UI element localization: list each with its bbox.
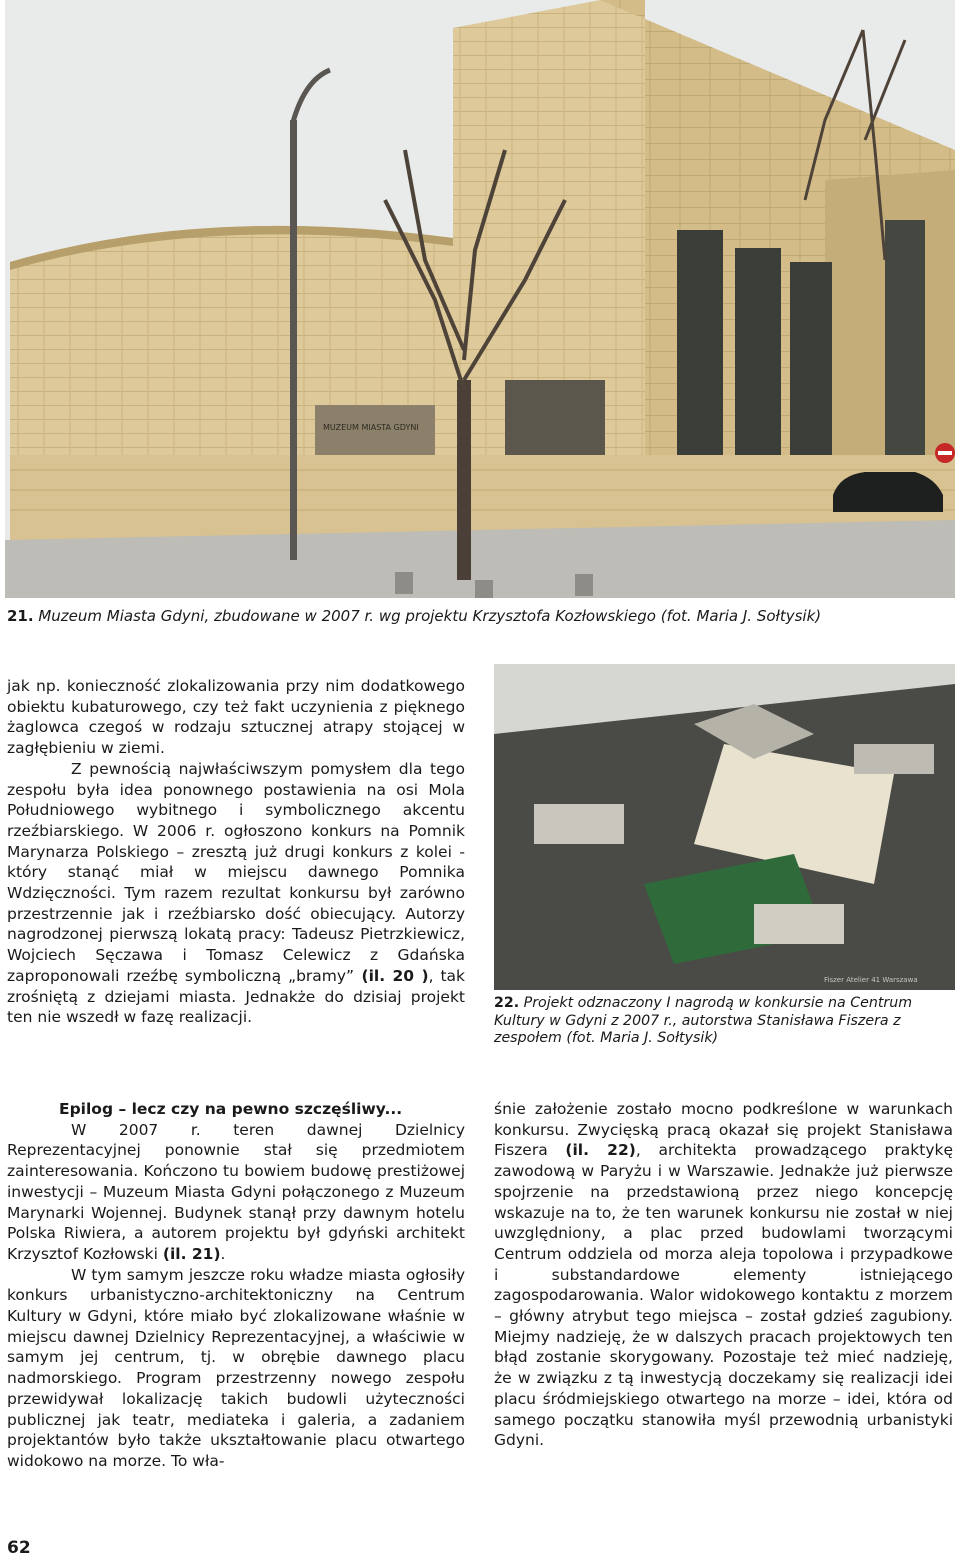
right-column <box>494 1099 953 1451</box>
paragraph <box>494 1099 953 1451</box>
museum-photo <box>5 0 955 598</box>
section-heading: Epilog – lecz czy na pewno szczęśliwy... <box>59 1100 403 1118</box>
paragraph-text: Z pewnością najwłaściwszym pomysłem dla tego zespołu była idea ponownego postawienia na osi Mola Południowego wybitnego i symbolicznego akcentu rzeźbiarskiego. W 2006 r. ogłoszono konkurs na Pomnik Marynarza Polskiego – zresztą już drugi konkurs z kolei - który stanąć miał w miejscu dawnego Pomnika Wdzięczności. Tym razem rezultat konkursu był zarówno przestrzennie jak i rzeźbiarsko dość obiecujący. Autorzy nagrodzonej pierwszą lokatą pracy: Tadeusz Pietrzkiewicz, Wojciech Sęczawa i Tomasz Celewicz z Gdańska zaproponowali rzeźbę symboliczną „bramy” <box>7 759 465 985</box>
figure-21-caption-text: Muzeum Miasta Gdyni, zbudowane w 2007 r. wg projektu Krzysztofa Kozłowskiego (fot. Maria J. Sołtysik) <box>33 607 822 625</box>
figure-reference: (il. 20 ) <box>354 966 429 985</box>
paragraph-text: . <box>220 1244 226 1263</box>
paragraph: W tym samym jeszcze roku władze miasta ogłosiły konkurs urbanistyczno-architektoniczny na Centrum Kultury w Gdyni, które miało być zlokalizowane właśnie w miejscu dawnej Dzielnicy Reprezentacyjnej, a właściwie w samym jej centrum, tj. w obrębie dawnego placu nadmorskiego. Program przestrzenny nowego zespołu przewidywał lokalizację takich budowli użyteczności publicznej jak teatr, mediateka i galeria, a zadaniem projektantów było także ukształtowanie placu otwartego widokowo na morze. To wła- <box>7 1265 465 1470</box>
paragraph <box>7 1120 465 1265</box>
paragraph: jak np. konieczność zlokalizowania przy nim dodatkowego obiektu kubaturowego, czy też fakt uczynienia z pięknego żaglowca czegoś w rodzaju sztucznej atrapy stojącej w zagłębieniu w ziemi. <box>7 677 465 758</box>
culture-centre-render-illustration <box>494 664 955 990</box>
paragraph <box>7 759 465 1028</box>
paragraph-text: , tak zrośniętą z dziejami miasta. Jednakże do dzisiaj projekt ten nie wszedł w fazę realizacji. <box>7 966 465 1027</box>
paragraph-text: W 2007 r. teren dawnej Dzielnicy Reprezentacyjnej ponownie stał się przedmiotem zainteresowania. Kończono tu bowiem budowę prestiżowej inwestycji – Muzeum Miasta Gdyni połączonego z Muzeum Marynarki Wojennej. Budynek stanął przy dawnym hotelu Polska Riwiera, a autorem projektu był gdyński architekt Krzysztof Kozłowski <box>7 1120 465 1263</box>
figure-22-caption <box>494 995 954 1048</box>
page-number: 62 <box>7 1538 31 1558</box>
figure-reference: (il. 22) <box>565 1141 636 1160</box>
figure-22-caption-text: Projekt odznaczony I nagrodą w konkursie na Centrum Kultury w Gdyni z 2007 r., autorstwa Stanisława Fiszera z zespołem (fot. Maria J. Sołtysik) <box>494 995 913 1046</box>
figure-21-caption <box>7 607 821 625</box>
culture-centre-render <box>494 664 955 990</box>
render-credit: Fiszer Atelier 41 Warszawa <box>824 976 918 984</box>
paragraph-text: , architekta prowadzącego praktykę zawodową w Paryżu i w Warszawie. Jednakże już pierwsze spojrzenie na przedstawioną przez niego koncepcję wskazuje na to, że ten warunek konkursu nie został w niej uwzględniony, a plac przed budowlami tworzącymi Centrum oddziela od morza aleja topolowa i przypadkowe i substandardowe elementy istniejącego zagospodarowania. Walor widokowego kontaktu z morzem – główny atrybut tego miejsca – został gdzieś zagubiony. Miejmy nadzieję, że w dalszych pracach projektowych ten błąd zostanie skorygowany. Pozostaje też mieć nadzieję, że w związku z tą inwestycją doczekamy się realizacji idei placu śródmiejskiego otwartego na morze – idei, która od samego początku stanowiła myśl przewodnią urbanistyki Gdyni. <box>494 1141 954 1450</box>
figure-21-number: 21. <box>7 607 34 625</box>
left-column-top <box>7 676 465 1028</box>
museum-building-illustration <box>5 0 955 598</box>
figure-reference: (il. 21) <box>162 1244 221 1263</box>
figure-22-number: 22. <box>494 995 520 1011</box>
museum-sign-text: MUZEUM MIASTA GDYNI <box>323 423 419 432</box>
left-column-bottom <box>7 1099 465 1472</box>
paragraph-text: śnie założenie zostało mocno podkreślone w warunkach konkursu. Zwycięską pracą okazał się projekt Stanisława Fiszera <box>494 1100 953 1160</box>
